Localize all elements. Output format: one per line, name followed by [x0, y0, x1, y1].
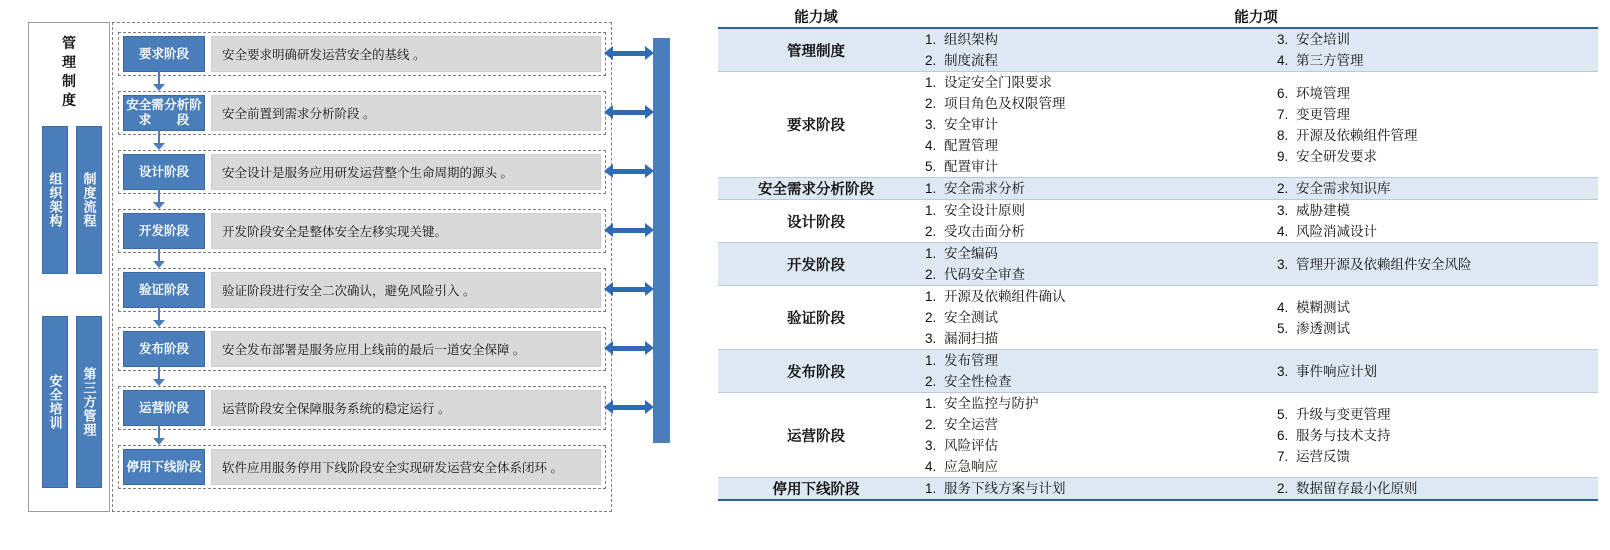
phase-tag[interactable]: 开发阶段: [123, 213, 205, 249]
capability-items-column-b: [1266, 200, 1598, 243]
phase-row: [118, 445, 606, 489]
capability-items-column-a: [914, 200, 1266, 243]
table-row: [718, 393, 1598, 478]
capability-item: 5. 升级与变更管理: [1292, 404, 1598, 425]
capability-domain-cell: 停用下线阶段: [718, 478, 914, 501]
capability-item: 3. 漏洞扫描: [940, 328, 1266, 349]
bidirectional-arrow: [604, 400, 654, 414]
capability-items-column-a: [914, 350, 1266, 393]
capability-item: 2. 安全需求知识库: [1292, 178, 1598, 199]
header-capability-domain: 能力域: [718, 6, 914, 28]
capability-items-column-b: [1266, 478, 1598, 501]
capability-domain-cell: 发布阶段: [718, 350, 914, 393]
capability-domain-cell: 要求阶段: [718, 72, 914, 178]
capability-items-column-b: [1266, 243, 1598, 286]
phase-connector-arrow: [153, 84, 165, 91]
capability-item: 2. 制度流程: [940, 50, 1266, 71]
phase-description: 验证阶段进行安全二次确认，避免风险引入 。: [211, 272, 601, 308]
phase-description: 开发阶段安全是整体安全左移实现关键。: [211, 213, 601, 249]
capability-domain-cell: 运营阶段: [718, 393, 914, 478]
table-row: [718, 178, 1598, 200]
table-header-row: [718, 6, 1598, 28]
capability-items-column-b: [1266, 72, 1598, 178]
phase-row: [118, 32, 606, 76]
capability-items-column-a: [914, 243, 1266, 286]
capability-item: 1. 安全设计原则: [940, 200, 1266, 221]
capability-domain-cell: 开发阶段: [718, 243, 914, 286]
capability-item-list: [1266, 83, 1598, 167]
capability-item: 2. 数据留存最小化原则: [1292, 478, 1598, 499]
capability-item-list: [914, 72, 1266, 177]
arrow-head-right: [645, 400, 654, 414]
governance-column-org: 组织架构: [42, 126, 68, 274]
header-capability-items: 能力项: [914, 6, 1598, 28]
capability-items-column-a: [914, 72, 1266, 178]
capability-item: 2. 代码安全审查: [940, 264, 1266, 285]
phase-row: [118, 209, 606, 253]
arrow-shaft: [612, 405, 646, 410]
phase-tag[interactable]: 发布阶段: [123, 331, 205, 367]
phase-tag[interactable]: 安全需求 分析阶段: [123, 95, 205, 131]
governance-column-third-party: 第三方管理: [76, 316, 102, 488]
phase-tag[interactable]: 要求阶段: [123, 36, 205, 72]
phase-connector-arrow: [153, 202, 165, 209]
phase-description: 运营阶段安全保障服务系统的稳定运行 。: [211, 390, 601, 426]
phase-tag[interactable]: 验证阶段: [123, 272, 205, 308]
capability-item: 4. 风险消减设计: [1292, 221, 1598, 242]
phase-description: 安全要求明确研发运营安全的基线 。: [211, 36, 601, 72]
phase-connector-arrow: [153, 143, 165, 150]
capability-items-column-b: [1266, 286, 1598, 350]
phase-row: [118, 91, 606, 135]
phase-row: [118, 268, 606, 312]
capability-item: 2. 安全测试: [940, 307, 1266, 328]
phase-connector-arrow: [153, 320, 165, 327]
capability-items-column-a: [914, 28, 1266, 72]
capability-item: 4. 第三方管理: [1292, 50, 1598, 71]
capability-item-list: [914, 393, 1266, 477]
bidirectional-arrow: [604, 341, 654, 355]
phase-connector-line: [158, 248, 160, 261]
phase-row: [118, 327, 606, 371]
table-row: [718, 243, 1598, 286]
capability-item: 2. 项目角色及权限管理: [940, 93, 1266, 114]
phase-description: 安全发布部署是服务应用上线前的最后一道安全保障 。: [211, 331, 601, 367]
capability-item: 7. 变更管理: [1292, 104, 1598, 125]
capability-item: 5. 配置审计: [940, 156, 1266, 177]
capability-item-list: [914, 178, 1266, 199]
capability-domain-cell: 安全需求分析阶段: [718, 178, 914, 200]
phase-connector-line: [158, 130, 160, 143]
capability-item: 6. 服务与技术支持: [1292, 425, 1598, 446]
capability-item-list: [1266, 297, 1598, 339]
bidirectional-arrow: [604, 164, 654, 178]
capability-items-column-a: [914, 478, 1266, 501]
capability-domain-cell: 设计阶段: [718, 200, 914, 243]
table-row: [718, 478, 1598, 501]
capability-item: 3. 管理开源及依赖组件安全风险: [1292, 254, 1598, 275]
phase-connector-arrow: [153, 438, 165, 445]
capability-item: 4. 配置管理: [940, 135, 1266, 156]
capability-item: 3. 事件响应计划: [1292, 361, 1598, 382]
phase-tag[interactable]: 停用下线 阶段: [123, 449, 205, 485]
phase-description: 软件应用服务停用下线阶段安全实现研发运营安全体系闭环 。: [211, 449, 601, 485]
capability-item: 7. 运营反馈: [1292, 446, 1598, 467]
capability-item-list: [914, 29, 1266, 71]
phase-description: 安全设计是服务应用研发运营整个生命周期的源头 。: [211, 154, 601, 190]
capability-table-body: [718, 28, 1598, 500]
capability-items-column-b: [1266, 178, 1598, 200]
phase-connector-arrow: [153, 379, 165, 386]
capability-item: 9. 安全研发要求: [1292, 146, 1598, 167]
bidirectional-arrow: [604, 105, 654, 119]
arrow-shaft: [612, 169, 646, 174]
table-row: [718, 72, 1598, 178]
arrow-head-right: [645, 105, 654, 119]
phase-description: 安全前置到需求分析阶段 。: [211, 95, 601, 131]
capability-item: 1. 安全需求分析: [940, 178, 1266, 199]
capability-items-column-a: [914, 178, 1266, 200]
capability-items-column-b: [1266, 28, 1598, 72]
governance-title: 管 理 制 度: [62, 35, 76, 108]
capability-item: 2. 安全运营: [940, 414, 1266, 435]
capability-item: 6. 环境管理: [1292, 83, 1598, 104]
capability-item: 2. 受攻击面分析: [940, 221, 1266, 242]
capability-item: 1. 设定安全门限要求: [940, 72, 1266, 93]
capability-item: 1. 组织架构: [940, 29, 1266, 50]
capability-item: 1. 开源及依赖组件确认: [940, 286, 1266, 307]
phase-row: [118, 150, 606, 194]
table-row: [718, 200, 1598, 243]
capability-item: 8. 开源及依赖组件管理: [1292, 125, 1598, 146]
capability-domain-cell: 验证阶段: [718, 286, 914, 350]
arrow-head-right: [645, 341, 654, 355]
capability-items-column-b: [1266, 393, 1598, 478]
capability-item: 2. 安全性检查: [940, 371, 1266, 392]
sdl-lifecycle-diagram: [0, 0, 700, 550]
arrow-shaft: [612, 51, 646, 56]
arrow-head-right: [645, 223, 654, 237]
capability-item: 3. 威胁建模: [1292, 200, 1598, 221]
capability-item-list: [1266, 361, 1598, 382]
arrow-head-right: [645, 46, 654, 60]
capability-domain-cell: 管理制度: [718, 28, 914, 72]
bidirectional-arrow: [604, 223, 654, 237]
capability-item: 1. 安全编码: [940, 243, 1266, 264]
phase-connector-line: [158, 366, 160, 379]
capability-item: 4. 应急响应: [940, 456, 1266, 477]
arrow-shaft: [612, 110, 646, 115]
capability-item-list: [1266, 178, 1598, 199]
arrow-head-right: [645, 282, 654, 296]
phase-tag[interactable]: 运营阶段: [123, 390, 205, 426]
capability-item: 1. 发布管理: [940, 350, 1266, 371]
phase-connector-arrow: [153, 261, 165, 268]
capability-item: 3. 安全培训: [1292, 29, 1598, 50]
capability-item-list: [1266, 404, 1598, 467]
capability-items-column-a: [914, 393, 1266, 478]
phase-tag[interactable]: 设计阶段: [123, 154, 205, 190]
capability-item-list: [914, 478, 1266, 499]
capability-item-list: [914, 243, 1266, 285]
capability-item-list: [1266, 200, 1598, 242]
capability-item: 1. 服务下线方案与计划: [940, 478, 1266, 499]
table-row: [718, 286, 1598, 350]
capability-item-list: [914, 200, 1266, 242]
phase-connector-line: [158, 189, 160, 202]
capability-table-wrapper: [718, 6, 1598, 501]
capability-item: 5. 渗透测试: [1292, 318, 1598, 339]
phase-connector-line: [158, 307, 160, 320]
table-row: [718, 28, 1598, 72]
capability-item: 3. 安全审计: [940, 114, 1266, 135]
phase-connector-line: [158, 425, 160, 438]
arrow-shaft: [612, 346, 646, 351]
governance-column-process: 制度流程: [76, 126, 102, 274]
lifecycle-right-bar: [653, 38, 670, 443]
arrow-shaft: [612, 228, 646, 233]
capability-item-list: [914, 286, 1266, 349]
governance-column-training: 安全培训: [42, 316, 68, 488]
capability-table: [718, 6, 1598, 501]
capability-item-list: [1266, 478, 1598, 499]
capability-items-column-a: [914, 286, 1266, 350]
capability-item: 1. 安全监控与防护: [940, 393, 1266, 414]
capability-items-column-b: [1266, 350, 1598, 393]
table-row: [718, 350, 1598, 393]
bidirectional-arrow: [604, 282, 654, 296]
capability-item-list: [1266, 29, 1598, 71]
bidirectional-arrow: [604, 46, 654, 60]
capability-item: 4. 模糊测试: [1292, 297, 1598, 318]
capability-item-list: [1266, 254, 1598, 275]
phase-connector-line: [158, 71, 160, 84]
phase-row: [118, 386, 606, 430]
arrow-head-right: [645, 164, 654, 178]
capability-item-list: [914, 350, 1266, 392]
arrow-shaft: [612, 287, 646, 292]
capability-item: 3. 风险评估: [940, 435, 1266, 456]
